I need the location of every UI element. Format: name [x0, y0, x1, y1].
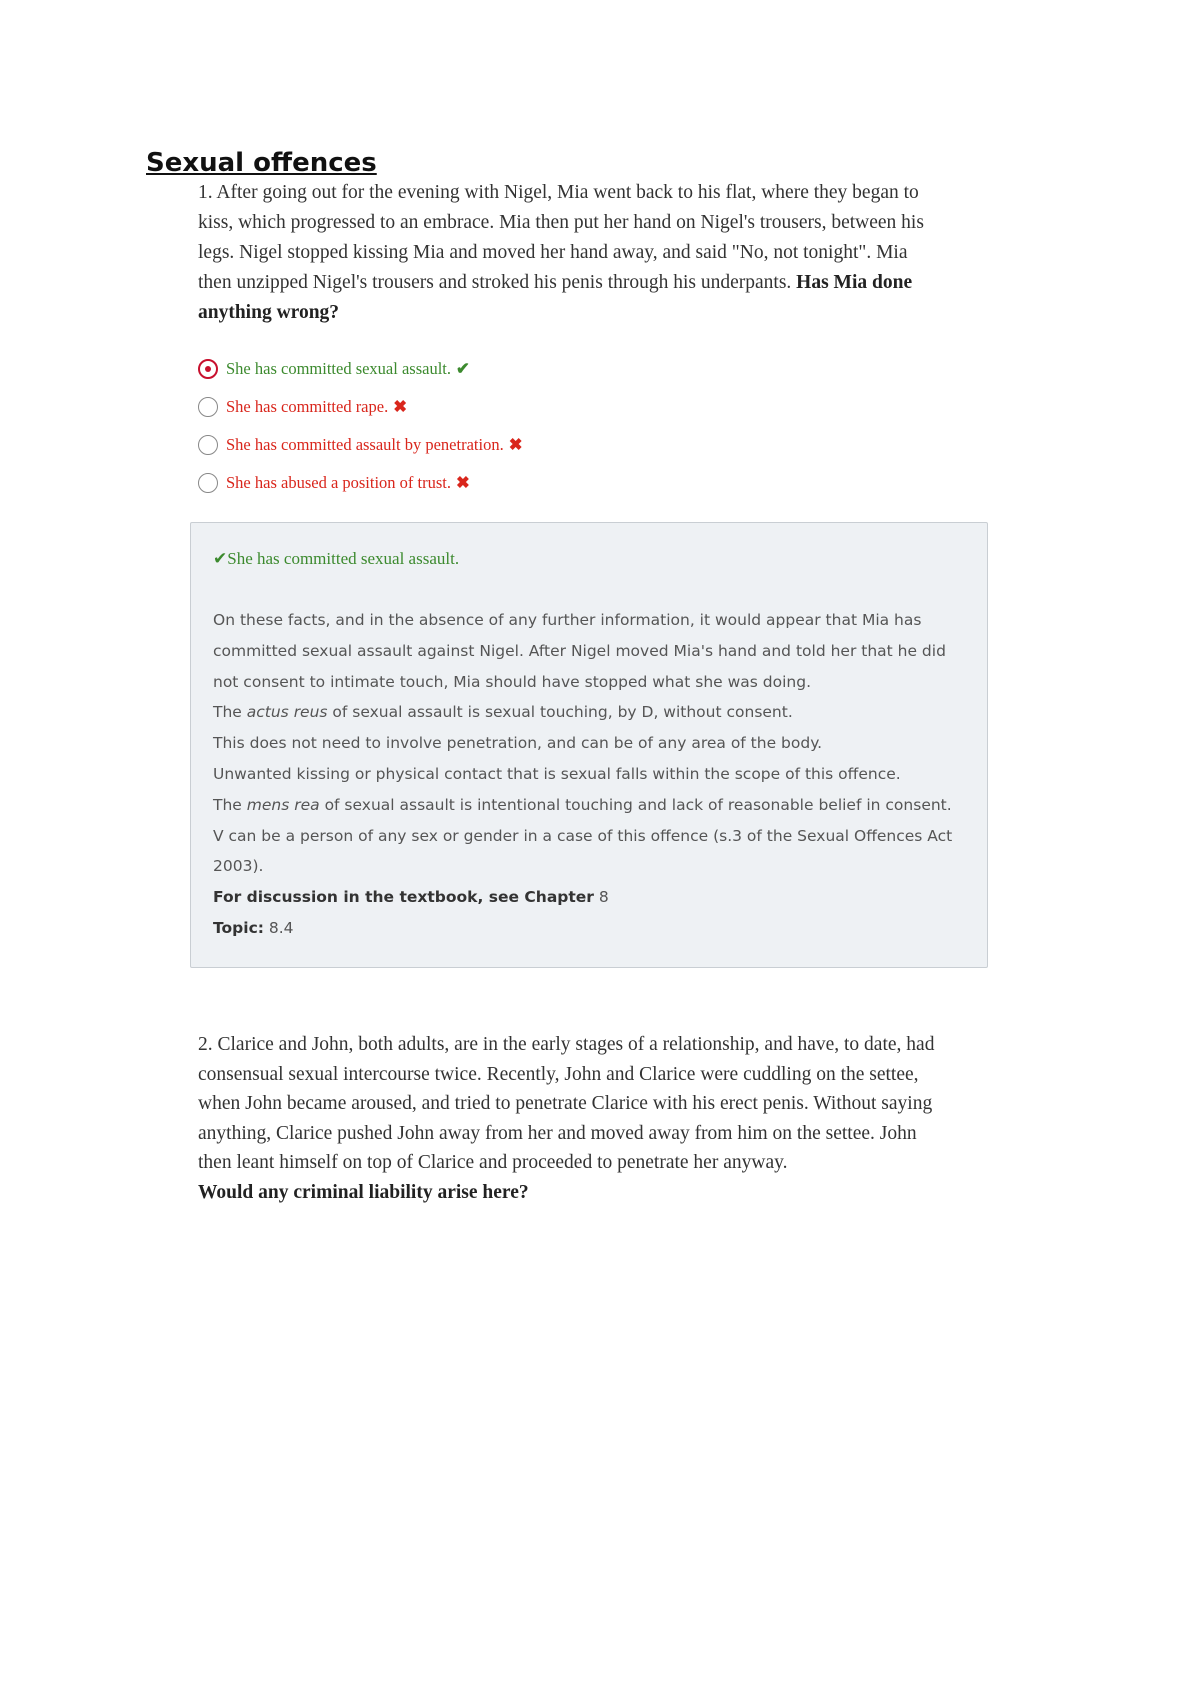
feedback-actus-reus: The actus reus of sexual assault is sexual touching, by D, without consent.: [213, 703, 793, 722]
radio-icon[interactable]: [198, 397, 218, 417]
radio-icon[interactable]: [198, 435, 218, 455]
feedback-discussion: For discussion in the textbook, see Chapter 8: [213, 888, 609, 907]
feedback-paragraph: On these facts, and in the absence of any further information, it would appear that Mia has committed sexual assault against Nigel. After Nigel moved Mia's hand and told her that he did not consent to intimate touch, Mia should have stopped what she was doing.: [213, 611, 946, 691]
check-icon: ✔: [456, 359, 470, 378]
answer-options: [198, 350, 523, 502]
feedback-kissing: Unwanted kissing or physical contact that is sexual falls within the scope of this offence.: [213, 764, 901, 783]
check-icon: ✔: [213, 549, 228, 568]
question-1-prompt: Has Mia done anything wrong?: [198, 272, 913, 323]
question-1: [198, 178, 938, 328]
feedback-mens-rea: The mens rea of sexual assault is intentional touching and lack of reasonable belief in consent. V can be a person of any sex or gender in a case of this offence (s.3 of the Sexual Offences Act 2003).: [213, 795, 953, 876]
feedback-explanation: [213, 605, 963, 944]
option-label: She has committed sexual assault.: [226, 359, 451, 378]
radio-selected-icon[interactable]: [198, 359, 218, 379]
option-label: She has committed assault by penetration.: [226, 435, 504, 454]
question-2: [198, 1030, 938, 1207]
page-title: Sexual offences: [146, 148, 377, 178]
option-sexual-assault[interactable]: [198, 350, 523, 388]
feedback-topic: Topic: 8.4: [213, 918, 294, 937]
option-assault-by-penetration[interactable]: [198, 426, 523, 464]
option-label: She has abused a position of trust.: [226, 473, 452, 492]
question-2-text: 2. Clarice and John, both adults, are in the early stages of a relationship, and have, to date, had consensual sexual intercourse twice. Recently, John and Clarice were cuddling on the settee, when John became aroused, and tried to penetrate Clarice with his erect penis. Without saying anything, Clarice pushed John away from her and moved away from him on the settee. John then leant himself on top of Clarice and proceeded to penetrate her anyway.: [198, 1034, 935, 1173]
option-rape[interactable]: [198, 388, 523, 426]
radio-icon[interactable]: [198, 473, 218, 493]
feedback-penetration: This does not need to involve penetration, and can be of any area of the body.: [213, 734, 823, 753]
question-1-text: 1. After going out for the evening with Nigel, Mia went back to his flat, where they began to kiss, which progressed to an embrace. Mia then put her hand on Nigel's trousers, between his legs. Nigel stopped kissing Mia and moved her hand away, and said "No, not tonight". Mia then unzipped Nigel's trousers and stroked his penis through his underpants.: [198, 182, 924, 293]
cross-icon: ✖: [393, 397, 408, 416]
cross-icon: ✖: [456, 473, 470, 492]
option-label: She has committed rape.: [226, 397, 389, 416]
cross-icon: ✖: [508, 435, 523, 454]
feedback-answer: ✔She has committed sexual assault.: [213, 549, 460, 568]
feedback-panel: [190, 522, 988, 968]
option-abuse-of-trust[interactable]: [198, 464, 523, 502]
question-2-prompt: Would any criminal liability arise here?: [198, 1181, 529, 1203]
